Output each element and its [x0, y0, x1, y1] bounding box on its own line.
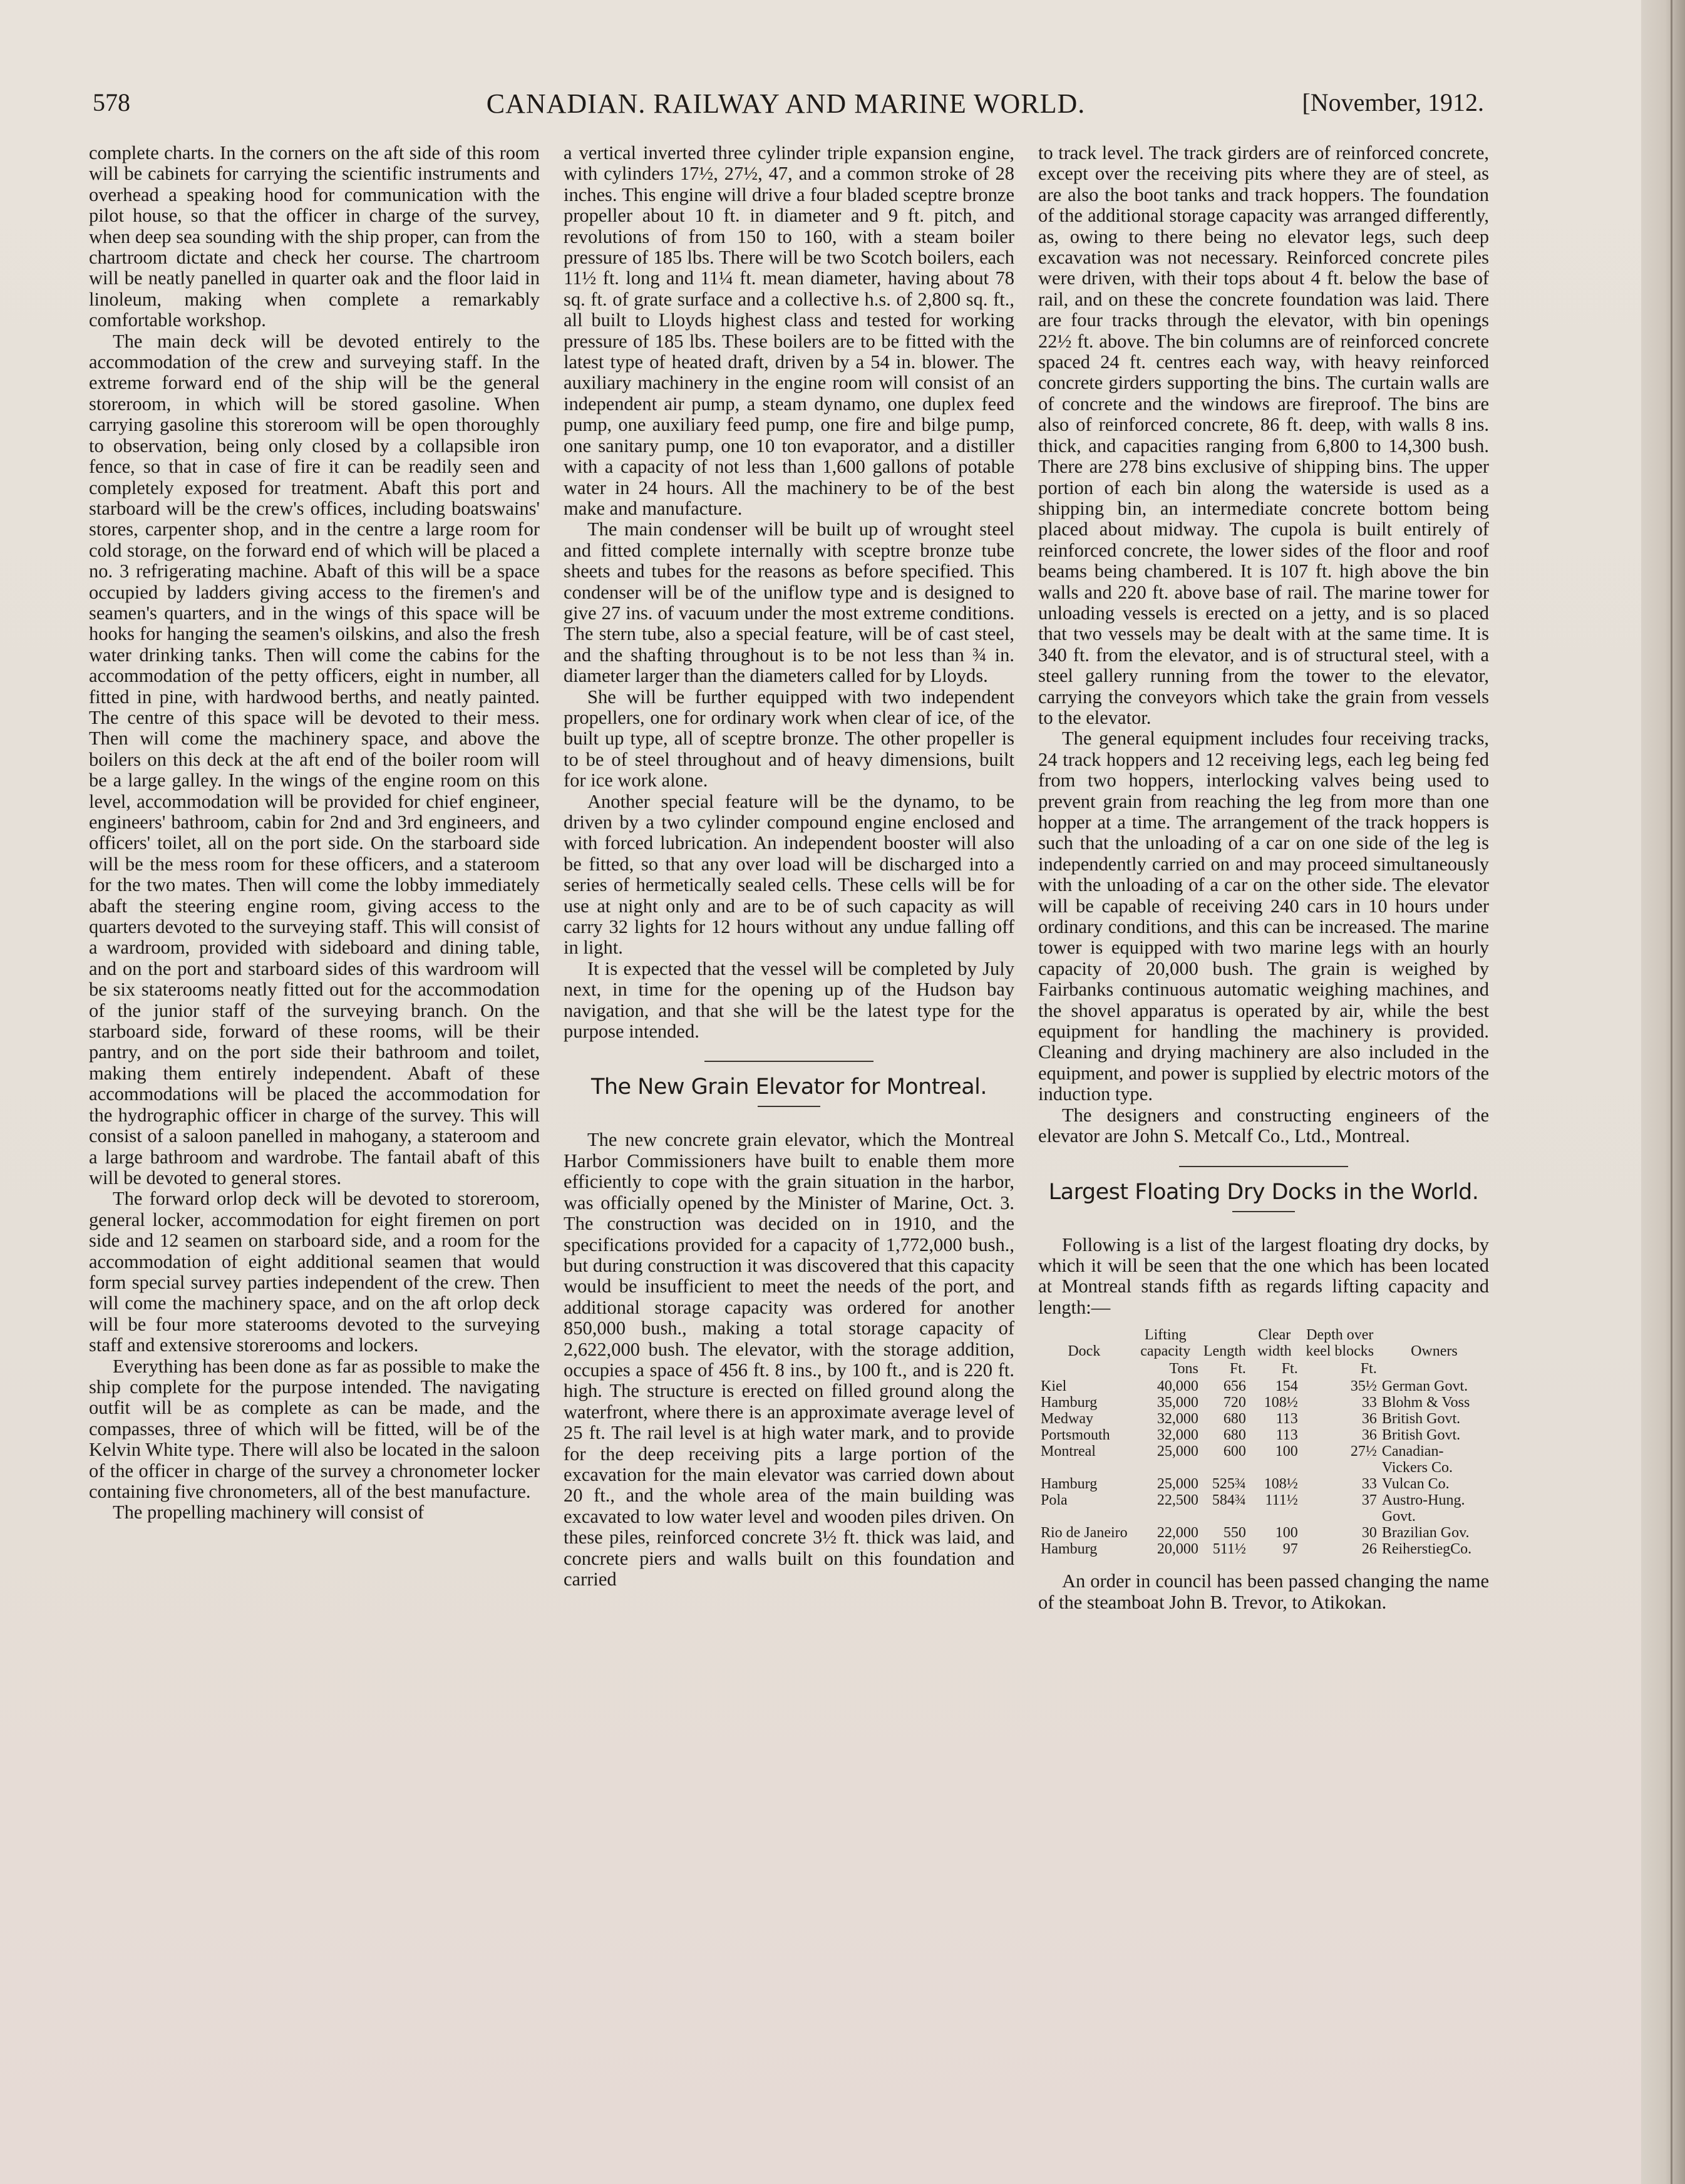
- page-number: 578: [93, 88, 130, 116]
- dock-name: Rio de Janeiro: [1041, 1525, 1128, 1542]
- dock-name: Pola: [1041, 1492, 1068, 1509]
- capacity-cell: 32,000: [1157, 1427, 1198, 1444]
- column-1: [89, 143, 540, 1523]
- width-cell: 111½: [1265, 1492, 1298, 1509]
- units-row: [1038, 1361, 1489, 1378]
- book-spine: [1641, 0, 1685, 2184]
- length-cell: 511½: [1212, 1541, 1246, 1558]
- width-cell: 108½: [1264, 1476, 1298, 1493]
- dock-name: Hamburg: [1041, 1394, 1098, 1411]
- owners-cell: British Govt.: [1381, 1411, 1461, 1428]
- issue-date: [November, 1912.: [1302, 88, 1484, 116]
- owners-cell: German Govt.: [1381, 1378, 1468, 1395]
- dry-docks-table: [1038, 1327, 1489, 1557]
- section-divider: [1179, 1166, 1348, 1167]
- width-cell: 100: [1275, 1443, 1298, 1460]
- length-cell: 680: [1223, 1411, 1246, 1428]
- paragraph: to track level. The track girders are of reinforced concrete, except over the receiving pits where they are of steel, as are also the boot tanks and track hoppers. The foundation of the additional storage capacity was arranged differently, as, owing to there being no elevator legs, such deep excavation was not necessary. Reinforced concrete piles were driven, with their tops about 4 ft. below the base of rail, and on these the concrete foundation was laid. There are four tracks through the elevator, with bin openings 22½ ft. above. The bin columns are of reinforced concrete spaced 24 ft. centres each way, with heavy reinforced concrete girders supporting the bins. The curtain walls are of concrete and the windows are fireproof. The bins are also of reinforced concrete, 86 ft. deep, with walls 8 ins. thick, and capacities ranging from 6,800 to 14,300 bush. There are 278 bins exclusive of shipping bins. The upper portion of each bin along the waterside is used as a shipping bin, an intermediate concrete bottom being placed about midway. The cupola is built entirely of reinforced concrete, the lower sides of the floor and roof beams being chambered. It is 107 ft. high above the bin walls and 220 ft. above base of rail. The marine tower for unloading vessels is erected on a jetty, and is so placed that two vessels may be dealt with at the same time. It is 340 ft. from the elevator, and is of structural steel, with a steel gallery running from the tower to the elevator, carrying the conveyors which take the grain from vessels to the elevator.: [1038, 142, 1489, 728]
- title-underline: [758, 1106, 820, 1107]
- length-cell: 584¾: [1212, 1492, 1246, 1509]
- capacity-cell: 25,000: [1157, 1443, 1198, 1460]
- column-3: [1038, 143, 1489, 1613]
- owners-cell: Canadian-Vickers Co.: [1381, 1443, 1453, 1476]
- length-cell: 600: [1223, 1443, 1246, 1460]
- unit-cell: Ft.: [1360, 1361, 1377, 1378]
- owners-cell: Brazilian Gov.: [1381, 1525, 1470, 1542]
- owners-cell: ReiherstiegCo.: [1381, 1541, 1472, 1558]
- unit-cell: [1379, 1361, 1489, 1378]
- paragraph: The main condenser will be built up of wrought steel and fitted complete internally with sceptre bronze tube sheets and tubes for the reasons as before specified. This condenser will be of the uniflow type and is designed to give 27 ins. of vacuum under the most extreme conditions. The stern tube, also a special feature, will be of cast steel, and the shafting throughout is to be not less than ¾ in. diameter larger than the diameters called for by Lloyds.: [564, 518, 1014, 687]
- table-row: [1038, 1541, 1489, 1557]
- table-row: [1038, 1378, 1489, 1394]
- depth-cell: 26: [1361, 1541, 1377, 1558]
- spine-edge: [1671, 0, 1672, 2184]
- dock-name: Hamburg: [1041, 1541, 1098, 1558]
- column-header: Clear width: [1257, 1327, 1292, 1360]
- depth-cell: 36: [1361, 1411, 1377, 1428]
- unit-cell: Ft.: [1229, 1361, 1246, 1378]
- unit-cell: Tons: [1169, 1361, 1198, 1378]
- paragraph: The new concrete grain elevator, which the Montreal Harbor Commissioners have built to enable them more efficiently to cope with the grain situation in the harbor, was officially opened by the Minister of Marine, Oct. 3. The construction was decided on in 1910, and the specifications provided for a capacity of 1,772,000 bush., but during construction it was discovered that this capacity would be insufficient to meet the needs of the port, and additional storage capacity was ordered for another 850,000 bush., making a total storage capacity of 2,622,000 bush. The elevator, with the storage addition, occupies a space of 456 ft. 8 ins., by 100 ft., and is 220 ft. high. The structure is erected on filled ground along the waterfront, where there is an approximate average level of 25 ft. The rail level is at high water mark, and to provide for the deep receiving pits a large portion of the excavation for the main elevator was carried down about 20 ft., and the whole area of the main building was excavated to low water level and wooden piles driven. On these piles, reinforced concrete 3½ ft. thick was laid, and concrete piers and walls built on this foundation and carried: [564, 1129, 1014, 1590]
- table-row: [1038, 1394, 1489, 1411]
- capacity-cell: 20,000: [1157, 1541, 1198, 1558]
- depth-cell: 35½: [1350, 1378, 1377, 1395]
- table-row: [1038, 1476, 1489, 1492]
- depth-cell: 36: [1361, 1427, 1377, 1444]
- table-row: [1038, 1492, 1489, 1525]
- capacity-cell: 25,000: [1157, 1476, 1198, 1493]
- unit-cell: Ft.: [1281, 1361, 1298, 1378]
- length-cell: 720: [1223, 1394, 1246, 1411]
- column-header: Length: [1203, 1343, 1246, 1360]
- column-header: Owners: [1411, 1343, 1458, 1360]
- paragraph: The forward orlop deck will be devoted to storeroom, general locker, accommodation for eight firemen on port side and 12 seamen on starboard side, and a room for the accommodation of eight additional seamen that would form special survey parties independent of the crew. Then will come the machinery space, and on the aft orlop deck will be four more staterooms devoted to the surveying staff and extensive storerooms and lockers.: [89, 1188, 540, 1356]
- width-cell: 97: [1282, 1541, 1298, 1558]
- table-row: [1038, 1525, 1489, 1541]
- capacity-cell: 22,500: [1157, 1492, 1198, 1509]
- length-cell: 680: [1223, 1427, 1246, 1444]
- paragraph: complete charts. In the corners on the aft side of this room will be cabinets for carrying the scientific instruments and overhead a speaking hood for communication with the pilot house, so that the officer in charge of the survey, when deep sea sounding with the ship proper, can from the chartroom dictate and check her course. The chartroom will be neatly panelled in quarter oak and the floor laid in linoleum, making when complete a remarkably comfortable workshop.: [89, 142, 540, 331]
- length-cell: 525¾: [1212, 1476, 1246, 1493]
- paragraph: She will be further equipped with two independent propellers, one for ordinary work when clear of ice, of the built up type, all of sceptre bronze. The other propeller is to be of steel throughout and of heavy dimensions, built for ice work alone.: [564, 686, 1014, 791]
- column-2: [564, 143, 1014, 1590]
- width-cell: 154: [1275, 1378, 1298, 1395]
- capacity-cell: 22,000: [1157, 1525, 1198, 1542]
- column-header: Depth over keel blocks: [1306, 1327, 1374, 1360]
- paragraph: Everything has been done as far as possible to make the ship complete for the purpose intended. The navigating outfit will be as complete as can be made, and the compasses, three of which will be fitted, will be of the Kelvin White type. There will also be located in the saloon of the officer in charge of the survey a chronometer locker containing five chronometers, all of the best manufacture.: [89, 1355, 540, 1502]
- table-row: [1038, 1427, 1489, 1443]
- dock-name: Montreal: [1041, 1443, 1096, 1460]
- dock-name: Medway: [1041, 1411, 1093, 1428]
- capacity-cell: 35,000: [1157, 1394, 1198, 1411]
- paragraph: Following is a list of the largest floating dry docks, by which it will be seen that the one which has been located at Montreal stands fifth as regards lifting capacity and length:—: [1038, 1234, 1489, 1318]
- capacity-cell: 40,000: [1157, 1378, 1198, 1395]
- depth-cell: 27½: [1350, 1443, 1377, 1460]
- publication-title: CANADIAN. RAILWAY AND MARINE WORLD.: [486, 88, 1086, 119]
- paragraph: Another special feature will be the dynamo, to be driven by a two cylinder compound engine enclosed and with forced lubrication. An independent booster will also be fitted, so that any over load will be discharged into a series of hermetically sealed cells. These cells will be for use at night only and are to be of such capacity as will carry 32 lights for 12 hours without any undue falling off in light.: [564, 790, 1014, 959]
- owners-cell: British Govt.: [1381, 1427, 1461, 1444]
- capacity-cell: 32,000: [1157, 1411, 1198, 1428]
- paragraph: The designers and constructing engineers of the elevator are John S. Metcalf Co., Ltd., Montreal.: [1038, 1104, 1489, 1147]
- owners-cell: Blohm & Voss: [1381, 1394, 1470, 1411]
- paragraph: The propelling machinery will consist of: [113, 1502, 425, 1523]
- notice-paragraph: An order in council has been passed changing the name of the steamboat John B. Trevor, to Atikokan.: [1038, 1570, 1489, 1613]
- article-title-dry-docks: Largest Floating Dry Docks in the World.: [1048, 1179, 1479, 1205]
- width-cell: 113: [1275, 1411, 1298, 1428]
- paragraph: a vertical inverted three cylinder triple expansion engine, with cylinders 17½, 27½, 47, and a common stroke of 28 inches. This engine will drive a four bladed sceptre bronze propeller about 10 ft. in diameter and 9 ft. pitch, and revolutions of from 150 to 160, with a steam boiler pressure of 185 lbs. There will be two Scotch boilers, each 11½ ft. long and 11¼ ft. mean diameter, having about 78 sq. ft. of grate surface and a collective h.s. of 2,800 sq. ft., all built to Lloyds highest class and tested for working pressure of 185 lbs. These boilers are to be fitted with the latest type of heated draft, driven by a 54 in. blower. The auxiliary machinery in the engine room will consist of an independent air pump, a steam dynamo, one duplex feed pump, one auxiliary feed pump, one fire and bilge pump, one sanitary pump, one 10 ton evaporator, and a distiller with a capacity of not less than 1,600 gallons of potable water in 24 hours. All the machinery to be of the best make and manufacture.: [564, 142, 1014, 519]
- depth-cell: 33: [1361, 1476, 1377, 1493]
- dock-name: Hamburg: [1041, 1476, 1098, 1493]
- paragraph: The main deck will be devoted entirely to the accommodation of the crew and surveying staff. In the extreme forward end of the ship will be the general storeroom, in which will be stored gasoline. When carrying gasoline this storeroom will be open thoroughly to observation, being only closed by a collapsible iron fence, so that in case of fire it can be readily seen and completely exposed for treatment. Abaft this port and starboard will be the crew's offices, including boatswains' stores, carpenter shop, and in the centre a large room for cold storage, on the forward end of which will be placed a no. 3 refrigerating machine. Abaft of this will be a space occupied by ladders giving access to the firemen's and seamen's quarters, and in the wings of this space will be hooks for hanging the seamen's oilskins, and also the fresh water drinking tanks. Then will come the cabins for the accommodation of the petty officers, eight in number, all fitted in pine, with hardwood berths, and neatly painted. The centre of this space will be devoted to their mess. Then will come the machinery space, and above the boilers on this deck at the aft end of the boiler room will be a large galley. In the wings of the engine room on this level, accommodation will be provided for chief engineer, engineers' bathroom, cabin for 2nd and 3rd engineers, and officers' toilet, all on the port side. On the starboard side will be the mess room for these officers, and a stateroom for the two mates. Then will come the lobby immediately abaft the steering engine room, giving access to the quarters devoted to the surveying staff. This will consist of a wardroom, provided with sideboard and dining table, and on the port and starboard sides of this wardroom will be six staterooms neatly fitted out for the accommodation of the junior staff of the surveying branch. On the starboard side, forward of these rooms, will be their pantry, and on the port side their bathroom and toilet, making them entirely independent. Abaft of these accommodations will be placed the accommodation for the hydrographic officer in charge of the survey. This will consist of a saloon panelled in mahogany, a stateroom and a large bathroom and wardrobe. The fantail abaft of this will be devoted to general stores.: [89, 330, 540, 1188]
- table-row: [1038, 1443, 1489, 1476]
- width-cell: 108½: [1264, 1394, 1298, 1411]
- width-cell: 100: [1275, 1525, 1298, 1542]
- width-cell: 113: [1275, 1427, 1298, 1444]
- section-divider: [704, 1061, 873, 1062]
- owners-cell: Vulcan Co.: [1381, 1476, 1450, 1493]
- paragraph: It is expected that the vessel will be completed by July next, in time for the opening up of the Hudson bay navigation, and that she will be the latest type for the purpose intended.: [564, 957, 1014, 1043]
- owners-cell: Austro-Hung. Govt.: [1381, 1492, 1465, 1525]
- dock-name: Portsmouth: [1041, 1427, 1110, 1444]
- article-title-grain-elevator: The New Grain Elevator for Montreal.: [590, 1074, 987, 1100]
- page-header: [88, 88, 1484, 125]
- depth-cell: 30: [1361, 1525, 1377, 1542]
- length-cell: 656: [1223, 1378, 1246, 1395]
- title-underline: [1232, 1211, 1295, 1212]
- paragraph: The general equipment includes four receiving tracks, 24 track hoppers and 12 receiving legs, each leg being fed from two hoppers, interlocking valves being used to prevent grain from reaching the leg from more than one hopper at a time. The arrangement of the track hoppers is such that the unloading of a car on one side of the leg is independently carried on and may proceed simultaneously with the unloading of a car on the other side. The elevator will be capable of receiving 240 cars in 10 hours under ordinary conditions, and this can be increased. The marine tower is equipped with two marine legs with an hourly capacity of 20,000 bush. The grain is weighed by Fairbanks continuous automatic weighing machines, and the shovel apparatus is operated by air, while the best equipment for handling the machinery is provided. Cleaning and drying machinery are also included in the equipment, and power is supplied by electric motors of the induction type.: [1038, 728, 1489, 1105]
- table-header-row: [1038, 1327, 1489, 1361]
- column-header: Lifting capacity: [1140, 1327, 1191, 1360]
- depth-cell: 33: [1361, 1394, 1377, 1411]
- column-header: Dock: [1068, 1343, 1101, 1360]
- length-cell: 550: [1223, 1525, 1246, 1542]
- unit-cell: [1038, 1361, 1130, 1378]
- dock-name: Kiel: [1041, 1378, 1067, 1395]
- depth-cell: 37: [1361, 1492, 1377, 1509]
- table-row: [1038, 1411, 1489, 1427]
